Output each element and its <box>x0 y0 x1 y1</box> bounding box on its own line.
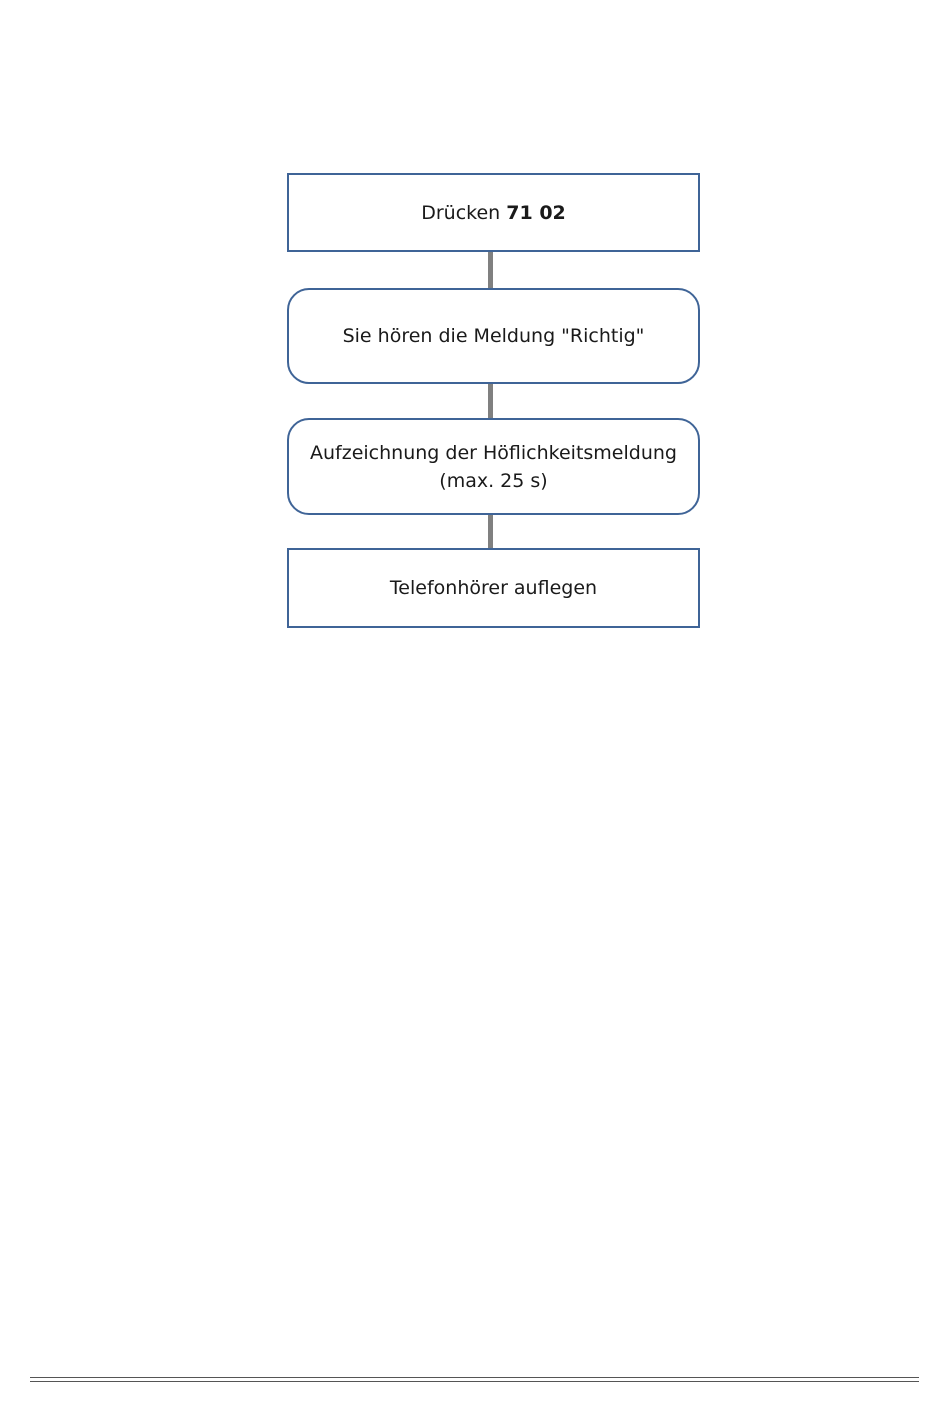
step-press-code-label <box>421 199 566 227</box>
step-press-code-text: Drücken <box>421 201 507 224</box>
step-hear-message <box>287 288 700 384</box>
step-press-code <box>287 173 700 252</box>
step-hang-up <box>287 548 700 628</box>
footer-divider-bottom <box>30 1381 919 1382</box>
step-press-code-number: 71 02 <box>506 201 566 224</box>
step-hear-message-text: Sie hören die Meldung "Richtig" <box>342 325 645 347</box>
step-record-greeting <box>287 418 700 515</box>
step-hang-up-text: Telefonhörer auflegen <box>389 577 598 599</box>
connector-2 <box>488 384 493 418</box>
footer-divider-top <box>30 1377 919 1378</box>
step-record-greeting-line2: (max. 25 s) <box>439 469 548 492</box>
connector-3 <box>488 515 493 548</box>
step-record-greeting-line1: Aufzeichnung der Höflichkeitsmeldung <box>310 441 677 464</box>
flowchart <box>0 0 950 700</box>
connector-1 <box>488 252 493 288</box>
